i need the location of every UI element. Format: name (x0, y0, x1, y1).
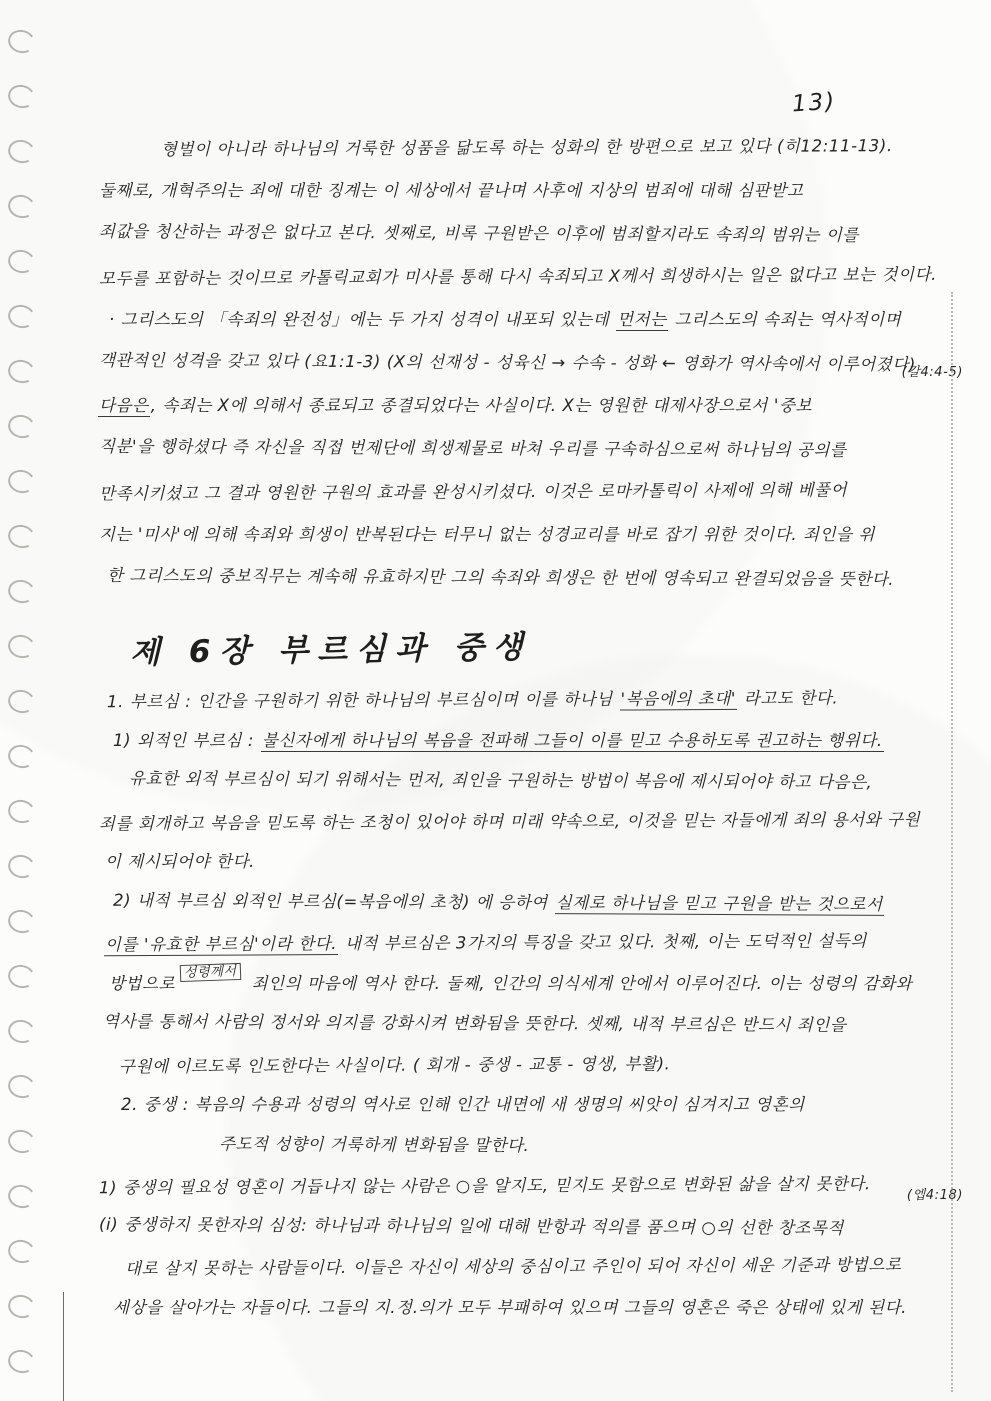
handwritten-line (98, 678, 970, 723)
handwritten-line (98, 1002, 970, 1047)
binding-hole (6, 467, 38, 496)
paragraph-atonement-doctrine (98, 126, 970, 599)
binding-hole (6, 82, 38, 111)
handwritten-line (98, 298, 970, 341)
binding-hole (6, 1347, 38, 1376)
text-segment: 죄를 회개하고 복음을 믿도록 하는 조청이 있어야 하며 미래 약속으로, 이것을 믿는 자들에게 죄의 용서와 구원 (98, 809, 921, 833)
handwritten-line (98, 169, 970, 212)
text-segment: (갈4:4-5) (901, 365, 963, 380)
handwritten-line (98, 468, 970, 516)
binding-hole (6, 962, 38, 991)
binding-hole (6, 1017, 38, 1046)
handwritten-line (98, 1164, 970, 1209)
handwritten-line (98, 1042, 970, 1087)
text-segment: 객관적인 성격을 갖고 있다 (요1:1-3) (X의 선재성 - 성육신 → 수속 - 성화 ← 영화가 역사속에서 이루어졌다) (98, 350, 916, 374)
binding-hole (6, 522, 38, 551)
text-segment: '복음에의 초대' (620, 689, 737, 711)
text-segment: 유효한 외적 부르심이 되기 위해서는 먼저, 죄인을 구원하는 방법이 복음에 제시되어야 하고 다음은, (128, 768, 873, 792)
text-segment: 이를 '유효한 부르심'이라 한다. (104, 934, 338, 956)
text-segment: 2) 내적 부르심 외적인 부르심(=복음에의 초청) 에 응하여 (112, 890, 554, 912)
handwritten-line (98, 1204, 970, 1249)
text-segment: 1) 중생의 필요성 영혼이 거듭나지 않는 사람은 ○을 알지도, 믿지도 못함으로 변화된 삶을 살지 못한다. (98, 1174, 871, 1198)
handwritten-line (98, 1288, 970, 1329)
handwritten-line (98, 842, 970, 883)
text-segment: · 그리스도의 「속죄의 완전성」에는 두 가지 성격이 내포되 있는데 (109, 310, 616, 329)
page-number: 13) (791, 88, 838, 118)
text-segment: 한 그리스도의 중보직무는 계속해 유효하지만 그의 속죄와 희생은 한 번에 영속되고 완결되었음을 뜻한다. (106, 565, 895, 589)
handwritten-line (98, 124, 970, 172)
text-segment: 2. 중생 : 복음의 수용과 성령의 역사로 인해 인간 내면에 새 생명의 씨앗이 심겨지고 영혼의 (121, 1095, 805, 1114)
text-segment: 만족시키셨고 그 결과 영원한 구원의 효과를 완성시키셨다. 이것은 로마카톨릭이 사제에 의해 베풀어 (98, 480, 848, 504)
handwritten-line (98, 210, 970, 258)
section-calling-and-regeneration (98, 680, 970, 1328)
text-segment: 형벌이 아니라 하나님의 거룩한 성품을 닮도록 하는 성화의 한 방편으로 보고 있다 (히12:11-13). (160, 136, 893, 159)
binding-hole (6, 1292, 38, 1321)
text-segment: 1. 부르심 : 인간을 구원하기 위한 하나님의 부르심이며 이를 하나님 (106, 689, 619, 712)
binding-hole (6, 687, 38, 716)
text-segment: (엡4:18) (906, 1187, 963, 1203)
binding-hole (6, 577, 38, 606)
text-segment: 실제로 하나님을 믿고 구원을 받는 것으로서 (555, 893, 884, 916)
text-segment: 이 제시되어야 한다. (105, 852, 255, 871)
binding-hole (6, 137, 38, 166)
binding-hole (6, 1182, 38, 1211)
handwritten-line (98, 880, 970, 925)
binding-hole (6, 1072, 38, 1101)
text-segment: 세상을 살아가는 자들이다. 그들의 지.정.의가 모두 부패하여 있으며 그들의 영혼은 죽은 상태에 있게 된다. (113, 1297, 907, 1317)
text-segment: 방법으로 (109, 973, 176, 993)
handwritten-line (98, 1085, 970, 1126)
text-segment: 죄인의 마음에 역사 한다. 둘째, 인간의 의식세계 안에서 이루어진다. 이는 성령의 감화와 (245, 973, 913, 993)
handwritten-line (98, 384, 970, 427)
text-segment: 다음은 (99, 396, 149, 415)
text-segment: 불신자에게 하나님의 복음을 전파해 그들이 이를 믿고 수용하도록 권고하는 행위다. (261, 730, 883, 750)
text-segment: 둘째로, 개혁주의는 죄에 대한 징계는 이 세상에서 끝나며 사후에 지상의 범죄에 대해 심판받고 (99, 181, 804, 200)
text-segment: 라고도 한다. (737, 688, 839, 708)
binding-hole (6, 742, 38, 771)
handwritten-content (98, 126, 970, 1328)
text-segment: 1) 외적인 부르심 : (113, 730, 260, 750)
handwritten-line (98, 554, 970, 602)
binding-hole (6, 1237, 38, 1266)
binding-hole (6, 852, 38, 881)
binding-hole (6, 412, 38, 441)
binding-hole (6, 907, 38, 936)
handwritten-line (98, 1123, 970, 1168)
text-segment: 역사를 통해서 사람의 정서와 의지를 강화시켜 변화됨을 뜻한다. 셋째, 내적 부르심은 반드시 죄인을 (102, 1011, 847, 1035)
spiral-binding-holes (0, 0, 50, 1401)
handwritten-line (98, 513, 970, 556)
handwritten-line (98, 339, 970, 387)
text-segment: , 속죄는 X에 의해서 종료되고 종결되었다는 사실이다. X는 영원한 대제사장으로서 '중보 (150, 396, 813, 415)
handwritten-line (98, 799, 970, 844)
binding-hole (6, 192, 38, 221)
scan-artifact-line (63, 1292, 64, 1401)
text-segment: (i) 중생하지 못한자의 심성: 하나님과 하나님의 일에 대해 반항과 적의를 품으며 ○의 선한 창조목적 (98, 1214, 844, 1238)
binding-hole (6, 357, 38, 386)
text-segment: 먼저는 (617, 310, 667, 329)
text-segment: 주도적 성향이 거룩하게 변화됨을 말한다. (218, 1133, 530, 1155)
text-segment: 대로 살지 못하는 사람들이다. 이들은 자신이 세상의 중심이고 주인이 되어 자신이 세운 기준과 방법으로 (124, 1255, 902, 1279)
text-segment: 직분'을 행하셨다 즉 자신을 직접 번제단에 희생제물로 바쳐 우리를 구속하심으로써 하나님의 공의를 (98, 436, 847, 460)
handwritten-line (98, 253, 970, 301)
inserted-correction: 성령께서 (180, 962, 241, 981)
handwritten-line (98, 759, 970, 804)
binding-hole (6, 302, 38, 331)
text-segment: 그리스도의 속죄는 역사적이며 (668, 310, 902, 329)
text-segment: 죄값을 청산하는 과정은 없다고 본다. 셋째로, 비록 구원받은 이후에 범죄할지라도 속죄의 범위는 이를 (98, 221, 859, 245)
binding-hole (6, 27, 38, 56)
binding-hole (6, 1127, 38, 1156)
handwritten-line (98, 964, 970, 1005)
chapter-heading: 제 6장 부르심과 중생 (129, 629, 532, 671)
handwritten-line (98, 921, 970, 966)
text-segment: 내적 부르심은 3가지의 특징을 갖고 있다. 첫째, 이는 도덕적인 설득의 (339, 931, 867, 954)
handwritten-line (98, 1245, 970, 1290)
binding-hole (6, 247, 38, 276)
text-segment: 구원에 이르도록 인도한다는 사실이다. ( 회개 - 중생 - 교통 - 영생, 부활). (118, 1053, 671, 1076)
binding-hole (6, 632, 38, 661)
text-segment: 모두를 포함하는 것이므로 카톨릭교회가 미사를 통해 다시 속죄되고 X께서 희생하시는 일은 없다고 보는 것이다. (98, 264, 938, 289)
binding-hole (6, 797, 38, 826)
text-segment: 지는 '미사'에 의해 속죄와 희생이 반복된다는 터무니 없는 성경교리를 바로 잡기 위한 것이다. 죄인을 위 (99, 525, 876, 544)
handwritten-line (98, 425, 970, 473)
scan-edge-dotted-line (951, 292, 953, 1392)
handwritten-line (98, 721, 970, 762)
